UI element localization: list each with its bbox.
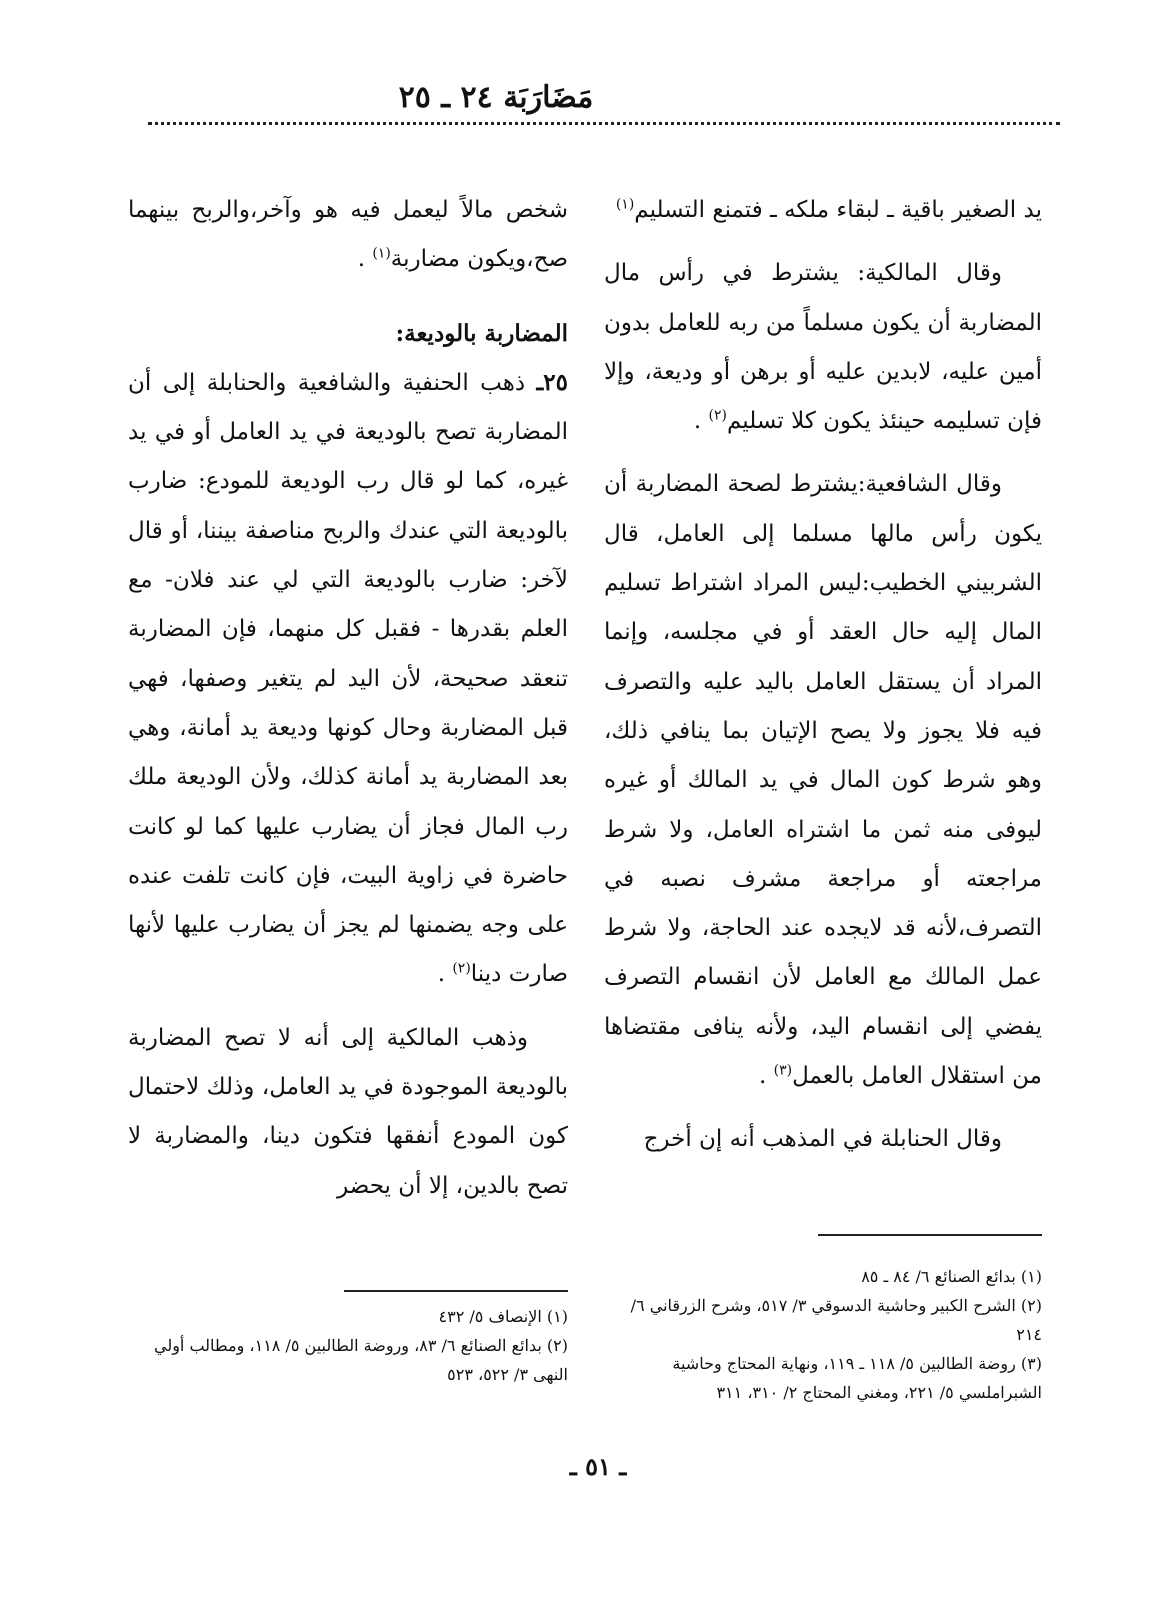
- footnote-item: (٢) الشرح الكبير وحاشية الدسوقي ٣/ ٥١٧، وشرح الزرقاني ٦/ ٢١٤: [630, 1296, 1042, 1344]
- left-paragraph-3: [128, 1014, 568, 1211]
- right-p3-end: .: [759, 1063, 767, 1090]
- footnote-separator-right: [818, 1234, 1042, 1236]
- footnote-ref: (٢): [708, 407, 727, 424]
- right-p2-text: وقال المالكية: يشترط في رأس مال المضاربة أن يكون مسلماً من ربه للعامل بدون أمين عليه، لابدين عليه أو برهن أو وديعة، وإلا فإن تسليمه حينئذ يكون كلا تسليم: [604, 260, 1042, 435]
- left-p1-text: شخص مالاً ليعمل فيه هو وآخر،والربح بينهما صح،ويكون مضاربة: [128, 197, 568, 273]
- right-paragraph-3: [604, 460, 1042, 1101]
- footnote-item: (١) الإنصاف ٥/ ٤٣٢: [438, 1307, 568, 1326]
- footnote-separator-left: [344, 1290, 568, 1292]
- paragraph-number: ٢٥ـ: [536, 368, 568, 396]
- footnote-item: (٢) بدائع الصنائع ٦/ ٨٣، وروضة الطالبين ٥/ ١١٨، ومطالب أولي النهى ٣/ ٥٢٢، ٥٢٣: [153, 1336, 568, 1384]
- right-column: [604, 186, 1042, 1179]
- footnote-item: (٣) روضة الطالبين ٥/ ١١٨ ـ ١١٩، ونهاية المحتاج وحاشية الشبراملسي ٥/ ٢٢١، ومغني المحتاج ٢/ ٣١٠، ٣١١: [672, 1354, 1042, 1402]
- left-paragraph-2: [128, 358, 568, 1000]
- left-p2-text: ذهب الحنفية والشافعية والحنابلة إلى أن المضاربة تصح بالوديعة في يد العامل أو في يد غيره، كما لو قال رب الوديعة للمودع: ضارب بالوديعة التي عندك والربح مناصفة بيننا، أو قال لآخر: ضارب بالوديعة التي لي عند فلان- مع العلم بقدرها - فقبل كل منهما، فإن المضاربة تنعقد صحيحة، لأن اليد لم يتغير وصفها، فهي قبل المضاربة وحال كونها وديعة يد أمانة، وهي بعد المضاربة يد أمانة كذلك، ولأن الوديعة ملك رب المال فجاز أن يضارب عليها كما لو كانت حاضرة في زاوية البيت، فإن كانت تلفت عنده على وجه يضمنها لم يجز أن يضارب عليها لأنها صارت دينا: [128, 369, 568, 988]
- footnote-ref: (١): [615, 196, 635, 213]
- left-column: [128, 186, 568, 1225]
- footnotes-left: [128, 1302, 568, 1389]
- left-paragraph-1: [128, 186, 568, 285]
- left-p1-end: .: [357, 246, 365, 273]
- right-paragraph-4: [604, 1115, 1042, 1164]
- right-p1-text: يد الصغير باقية ـ لبقاء ملكه ـ فتمنع التسليم: [634, 197, 1042, 223]
- footnote-ref: (٣): [773, 1062, 793, 1079]
- page-number: ـ ٥١ ـ: [569, 1452, 627, 1481]
- page-header-title: مَضَارَبَة ٢٤ ـ ٢٥: [398, 80, 594, 115]
- left-p2-end: .: [437, 961, 446, 988]
- left-p3-text: وذهب المالكية إلى أنه لا تصح المضاربة بالوديعة الموجودة في يد العامل، وذلك لاحتمال كون المودع أنفقها فتكون دينا، والمضاربة لا تصح بالدين، إلا أن يحضر: [128, 1024, 568, 1199]
- footnote-item: (١) بدائع الصنائع ٦/ ٨٤ ـ ٨٥: [861, 1267, 1042, 1286]
- right-paragraph-1: [604, 186, 1042, 235]
- right-p4-text: وقال الحنابلة في المذهب أنه إن أخرج: [643, 1126, 1002, 1153]
- right-p2-end: .: [693, 408, 702, 435]
- footnote-ref: (١): [372, 245, 391, 262]
- section-heading: المضاربة بالوديعة:: [395, 319, 568, 347]
- right-p3-text: وقال الشافعية:يشترط لصحة المضاربة أن يكون رأس مالها مسلما إلى العامل، قال الشربيني الخطيب:ليس المراد اشتراط تسليم المال إليه حال العقد أو في مجلسه، وإنما المراد أن يستقل العامل باليد عليه والتصرف فيه فلا يجوز ولا يصح الإتيان بما ينافي ذلك، وهو شرط كون المال في يد المالك أو غيره ليوفى منه ثمن ما اشتراه العامل، ولا شرط مراجعته أو مراجعة مشرف نصبه في التصرف،لأنه قد لايجده عند الحاجة، ولا شرط عمل المالك مع العامل لأن انقسام التصرف يفضي إلى انقسام اليد، ولأنه ينافى مقتضاها من استقلال العامل بالعمل: [604, 471, 1042, 1090]
- right-paragraph-2: [604, 249, 1042, 446]
- header-dotted-rule: [148, 122, 1060, 125]
- footnote-ref: (٢): [452, 960, 471, 977]
- footnotes-right: [602, 1262, 1042, 1407]
